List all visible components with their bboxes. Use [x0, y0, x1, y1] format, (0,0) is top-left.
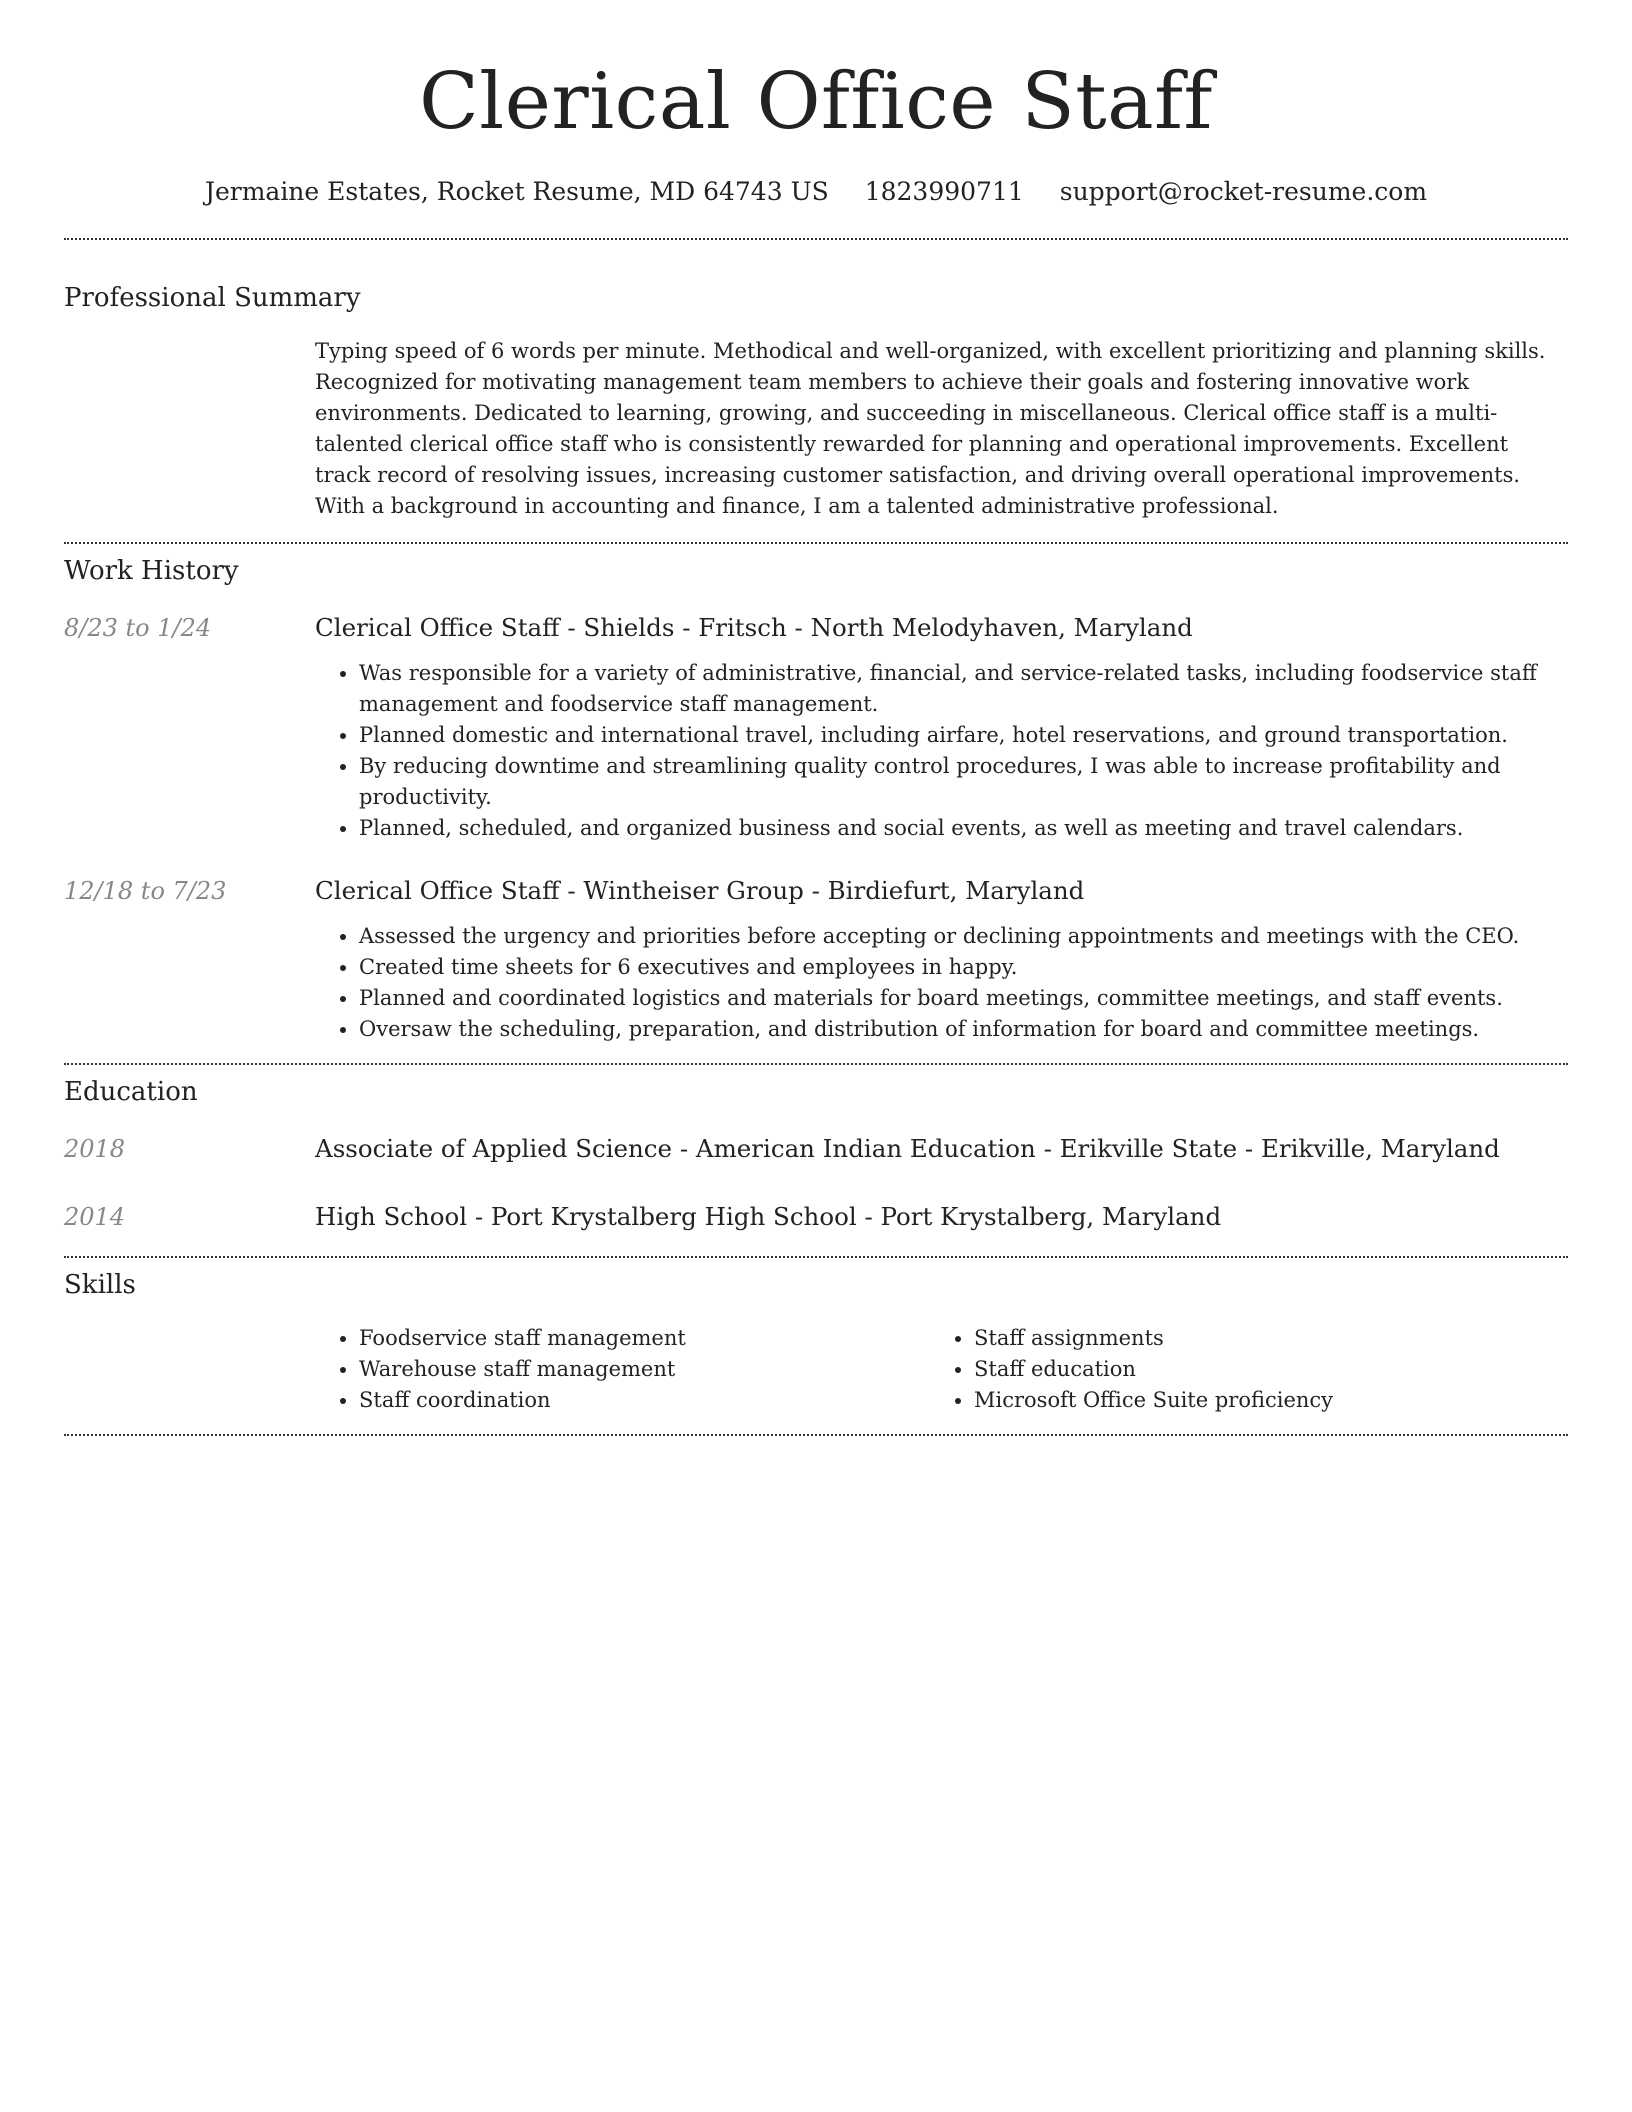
skills-column-left: [315, 1323, 930, 1416]
education-year: 2014: [64, 1203, 126, 1231]
job-dates: 12/18 to 7/23: [64, 877, 227, 905]
education-school: - Erikville State - Erikville, Maryland: [1035, 1134, 1500, 1163]
education-degree: Associate of Applied Science - American Indian Education: [315, 1134, 1036, 1163]
divider: [64, 238, 1568, 240]
job-entry: [64, 874, 1568, 908]
skills-title: Skills: [64, 1270, 136, 1300]
job-dates: 8/23 to 1/24: [64, 614, 212, 642]
education-school: - Port Krystalberg High School - Port Krystalberg, Maryland: [467, 1202, 1222, 1231]
education-entry: [64, 1200, 1568, 1234]
list-item: • By reducing downtime and streamlining quality control procedures, I was able to increase profitability and productivity.: [359, 751, 1568, 813]
skill-item: • Warehouse staff management: [359, 1354, 930, 1385]
list-item: • Planned, scheduled, and organized business and social events, as well as meeting and travel calendars.: [359, 813, 1568, 844]
work-title: Work History: [64, 556, 239, 586]
education-degree: High School: [315, 1202, 468, 1231]
list-item: • Planned and coordinated logistics and materials for board meetings, committee meetings, and staff events.: [359, 983, 1568, 1014]
education-heading: [315, 1132, 1500, 1166]
skill-item: • Staff education: [974, 1354, 1474, 1385]
summary-title: Professional Summary: [64, 283, 361, 313]
job-heading: Clerical Office Staff - Shields - Fritsch - North Melodyhaven, Maryland: [315, 613, 1193, 642]
education-year: 2018: [64, 1135, 126, 1163]
contact-line: [64, 172, 1568, 212]
contact-email: support@rocket-resume.com: [1059, 177, 1428, 206]
job-bullets: [64, 921, 1568, 1045]
education-title: Education: [64, 1077, 198, 1107]
divider: [64, 1256, 1568, 1258]
education-entry: [64, 1132, 1568, 1166]
list-item: • Oversaw the scheduling, preparation, and distribution of information for board and committee meetings.: [359, 1014, 1568, 1045]
skills-column-right: [930, 1323, 1474, 1416]
list-item: • Planned domestic and international travel, including airfare, hotel reservations, and ground transportation.: [359, 720, 1568, 751]
list-item: • Was responsible for a variety of administrative, financial, and service-related tasks, including foodservice staff management and foodservice staff management.: [359, 658, 1568, 720]
skill-item: • Staff assignments: [974, 1323, 1474, 1354]
summary-text: Typing speed of 6 words per minute. Methodical and well-organized, with excellent prioritizing and planning skills. Recognized for motivating management team members to achieve their goals and fostering innovative work environments. Dedicated to learning, growing, and succeeding in miscellaneous. Clerical office staff is a multi-talented clerical office staff who is consistently rewarded for planning and operational improvements. Excellent track record of resolving issues, increasing customer satisfaction, and driving overall operational improvements. With a background in accounting and finance, I am a talented administrative professional.: [315, 339, 1546, 518]
list-item: • Assessed the urgency and priorities before accepting or declining appointments and meetings with the CEO.: [359, 921, 1568, 952]
contact-address: Jermaine Estates, Rocket Resume, MD 64743 US: [204, 177, 829, 206]
skill-item: • Staff coordination: [359, 1385, 930, 1416]
divider: [64, 1063, 1568, 1065]
job-heading: Clerical Office Staff - Wintheiser Group - Birdiefurt, Maryland: [315, 876, 1085, 905]
resume-page: [64, 0, 1568, 1436]
education-heading: [315, 1200, 1221, 1234]
job-entry: [64, 611, 1568, 645]
resume-name: Clerical Office Staff: [419, 57, 1213, 147]
list-item: • Created time sheets for 6 executives and employees in happy.: [359, 952, 1568, 983]
divider: [64, 1434, 1568, 1436]
skills-grid: [315, 1323, 1568, 1416]
skill-item: • Microsoft Office Suite proficiency: [974, 1385, 1474, 1416]
divider: [64, 542, 1568, 544]
skill-item: • Foodservice staff management: [359, 1323, 930, 1354]
contact-phone: 1823990711: [864, 177, 1024, 206]
job-bullets: [64, 658, 1568, 844]
